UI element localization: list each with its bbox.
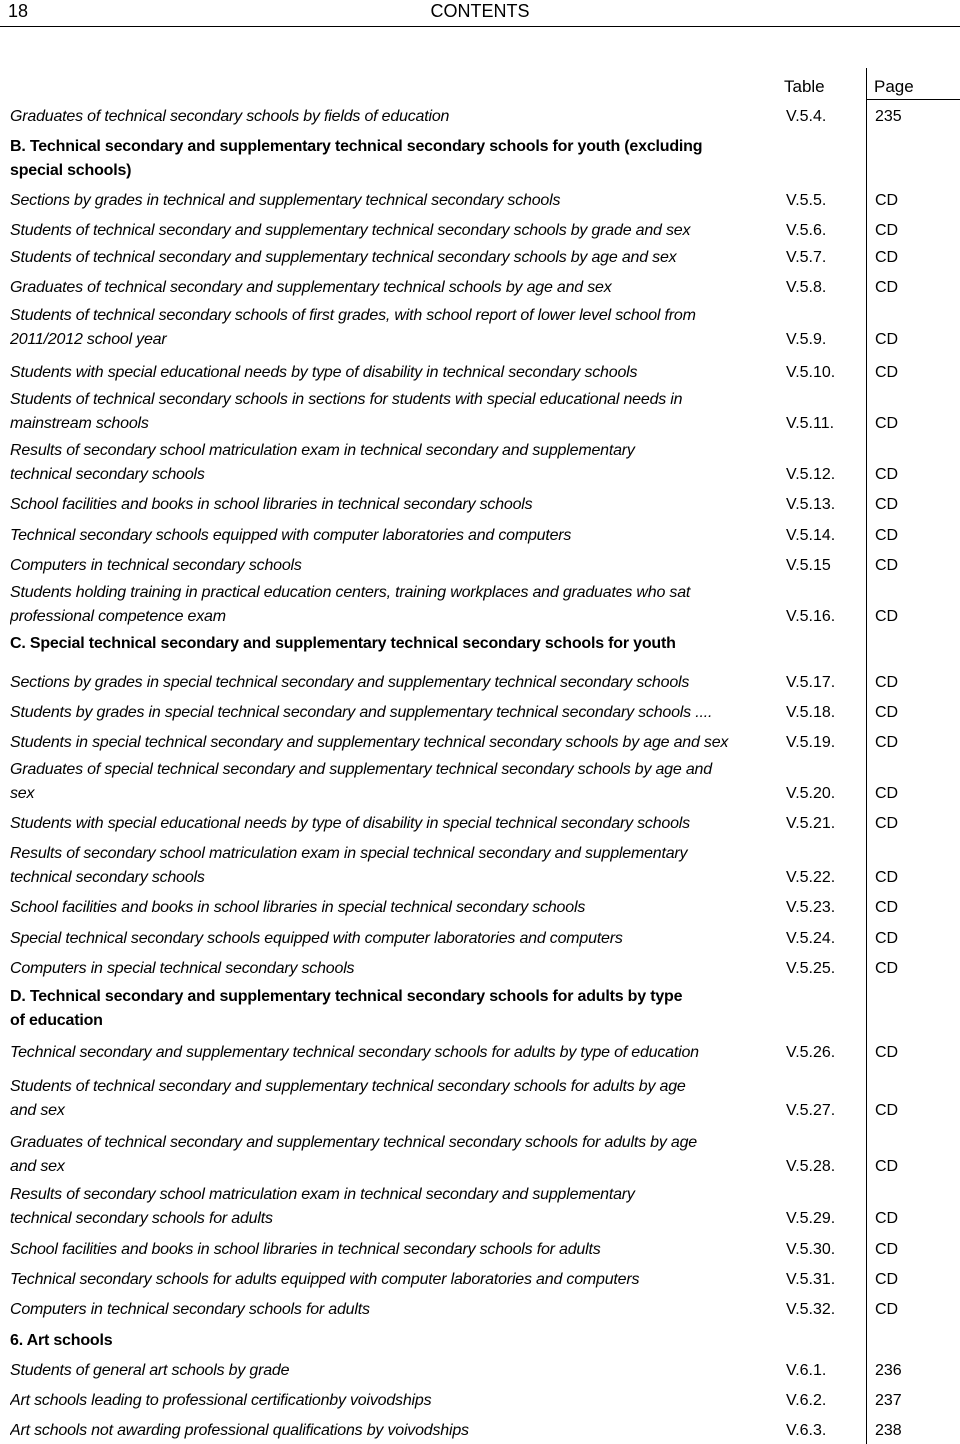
table-number: V.5.26.: [786, 1044, 836, 1061]
page-reference: CD: [875, 557, 899, 574]
page-column-header: Page: [874, 77, 914, 96]
toc-entry-title: Graduates of technical secondary schools by fields of education: [10, 105, 766, 129]
page-reference: CD: [875, 704, 899, 721]
toc-entry[interactable]: [10, 1298, 960, 1322]
page-reference: CD: [875, 364, 899, 381]
toc-entry-title: School facilities and books in school libraries in technical secondary schools: [10, 493, 766, 517]
toc-entry[interactable]: [10, 276, 960, 300]
page-reference: CD: [875, 1158, 899, 1175]
table-number: V.6.2.: [786, 1392, 827, 1409]
toc-entry-title: Technical secondary schools for adults equipped with computer laboratories and computers: [10, 1268, 766, 1292]
toc-entry-title: and sex: [10, 1099, 766, 1123]
table-number: V.6.3.: [786, 1422, 827, 1439]
section-heading: D. Technical secondary and supplementary technical secondary schools for adults by type: [10, 988, 683, 1005]
page-reference: CD: [875, 815, 899, 832]
column-headers: [0, 76, 960, 100]
page-header: [0, 0, 960, 27]
leader-dots: [10, 798, 766, 800]
table-number: V.5.15: [786, 557, 831, 574]
page-reference: CD: [875, 674, 899, 691]
page-reference: 235: [875, 108, 902, 125]
toc-entry[interactable]: [10, 1183, 960, 1231]
toc-entry-title: 2011/2012 school year: [10, 328, 766, 352]
toc-entry-title: Results of secondary school matriculation exam in technical secondary and supplementary: [10, 1186, 635, 1203]
toc-entry-title: Students with special educational needs by type of disability in special technical secondary schools: [10, 812, 766, 836]
toc-entry-title: Graduates of technical secondary and supplementary technical schools by age and sex: [10, 276, 766, 300]
page-reference: CD: [875, 1102, 899, 1119]
page-reference: CD: [875, 1301, 899, 1318]
toc-entry-title: professional competence exam: [10, 605, 766, 629]
table-number: V.5.11.: [786, 415, 835, 432]
table-number: V.5.30.: [786, 1241, 836, 1258]
page-reference: CD: [875, 1044, 899, 1061]
toc-entry-title: Graduates of special technical secondary and supplementary technical secondary schools by age and: [10, 761, 712, 778]
toc-entry-title: Students of technical secondary and supplementary technical secondary schools by grade and sex: [10, 219, 766, 243]
toc-entry[interactable]: [10, 896, 960, 920]
table-number: V.5.23.: [786, 899, 836, 916]
table-number: V.5.7.: [786, 249, 827, 266]
toc-entry[interactable]: [10, 957, 960, 981]
table-number: V.5.32.: [786, 1301, 836, 1318]
toc-entry-title: technical secondary schools for adults: [10, 1207, 766, 1231]
page-reference: CD: [875, 608, 899, 625]
toc-entry-title: Art schools not awarding professional qualifications by voivodships: [10, 1419, 766, 1443]
toc-entry[interactable]: [10, 105, 960, 129]
table-number: V.5.25.: [786, 960, 836, 977]
page-reference: CD: [875, 930, 899, 947]
table-number: V.5.4.: [786, 108, 827, 125]
toc-entry[interactable]: [10, 1131, 960, 1179]
page-reference: CD: [875, 1210, 899, 1227]
toc-entry-title: mainstream schools: [10, 412, 766, 436]
table-number: V.5.17.: [786, 674, 836, 691]
toc-entry-title: Students of technical secondary schools of first grades, with school report of lower level school from: [10, 307, 696, 324]
toc-entry-title: and sex: [10, 1155, 766, 1179]
section-heading: of education: [10, 1012, 103, 1029]
page-reference: CD: [875, 496, 899, 513]
toc-entry-title: Students holding training in practical education centers, training workplaces and graduates who sat: [10, 584, 691, 601]
toc-entry[interactable]: [10, 439, 960, 487]
table-number: V.5.18.: [786, 704, 836, 721]
toc-entry[interactable]: [10, 246, 960, 270]
page-reference: CD: [875, 1241, 899, 1258]
table-number: V.6.1.: [786, 1362, 827, 1379]
toc-entry-title: School facilities and books in school libraries in special technical secondary schools: [10, 896, 766, 920]
page-reference: CD: [875, 279, 899, 296]
toc-entry[interactable]: [10, 1389, 960, 1413]
table-number: V.5.13.: [786, 496, 836, 513]
toc-entry[interactable]: [10, 361, 960, 385]
page-reference: CD: [875, 734, 899, 751]
toc-entry-title: Students in special technical secondary and supplementary technical secondary schools by age and sex: [10, 734, 729, 751]
toc-entry-title: technical secondary schools: [10, 866, 766, 890]
table-number: V.5.24.: [786, 930, 836, 947]
page-reference: CD: [875, 960, 899, 977]
table-number: V.5.5.: [786, 192, 827, 209]
toc-entry-title: Computers in technical secondary schools for adults: [10, 1298, 766, 1322]
toc-entry[interactable]: [10, 671, 960, 695]
toc-entry[interactable]: [10, 493, 960, 517]
toc-entry[interactable]: [10, 1075, 960, 1123]
section-heading: B. Technical secondary and supplementary technical secondary schools for youth (excluding: [10, 138, 703, 155]
page-reference: CD: [875, 899, 899, 916]
table-number: V.5.14.: [786, 527, 836, 544]
table-number: V.5.10.: [786, 364, 836, 381]
table-number: V.5.9.: [786, 331, 827, 348]
table-number: V.5.20.: [786, 785, 836, 802]
table-number: V.5.6.: [786, 222, 827, 239]
toc-entry[interactable]: [10, 1359, 960, 1383]
table-number: V.5.21.: [786, 815, 836, 832]
page-number: 18: [8, 1, 29, 21]
toc-entry[interactable]: [10, 842, 960, 890]
toc-entry[interactable]: [10, 189, 960, 213]
table-number: V.5.27.: [786, 1102, 836, 1119]
toc-entry[interactable]: [10, 701, 960, 725]
toc-entry[interactable]: [10, 219, 960, 243]
toc-entry-title: Technical secondary schools equipped with computer laboratories and computers: [10, 524, 766, 548]
section-heading: 6. Art schools: [10, 1332, 113, 1349]
toc-entry[interactable]: [10, 1419, 960, 1443]
page-title: CONTENTS: [430, 1, 530, 21]
section-heading: C. Special technical secondary and supplementary technical secondary schools for youth: [10, 635, 676, 652]
toc-entry[interactable]: [10, 524, 960, 548]
page-reference: CD: [875, 415, 899, 432]
page-reference: 237: [875, 1392, 902, 1409]
leader-dots: [10, 1171, 766, 1173]
toc-entry-title: Computers in technical secondary schools: [10, 554, 766, 578]
toc-entry-title: sex: [10, 782, 766, 806]
toc-entry[interactable]: [10, 554, 960, 578]
table-number: V.5.22.: [786, 869, 836, 886]
table-number: V.5.28.: [786, 1158, 836, 1175]
toc-entry[interactable]: [10, 304, 960, 352]
toc-entry[interactable]: [10, 388, 960, 436]
page-reference: CD: [875, 1271, 899, 1288]
section-heading: special schools): [10, 162, 132, 179]
toc-entry-title: Results of secondary school matriculation exam in special technical secondary and supplementary: [10, 845, 688, 862]
toc-entry-title: Sections by grades in special technical secondary and supplementary technical secondary schools: [10, 674, 690, 691]
page-reference: 238: [875, 1422, 902, 1439]
page-reference: CD: [875, 785, 899, 802]
page-reference: CD: [875, 466, 899, 483]
toc-entry[interactable]: [10, 1041, 960, 1065]
toc-entry-title: Special technical secondary schools equipped with computer laboratories and computers: [10, 927, 766, 951]
table-number: V.5.16.: [786, 608, 836, 625]
toc-entry-title: Results of secondary school matriculation exam in technical secondary and supplementary: [10, 442, 635, 459]
leader-dots: [10, 1115, 766, 1117]
toc-entry-title: Students with special educational needs by type of disability in technical secondary schools: [10, 361, 766, 385]
toc-entry-title: Sections by grades in technical and supplementary technical secondary schools: [10, 189, 766, 213]
toc-entry-title: Students of technical secondary and supplementary technical secondary schools for adults by age: [10, 1078, 686, 1095]
toc-entry-title: Art schools leading to professional certificationby voivodships: [10, 1389, 766, 1413]
toc-entry-title: Graduates of technical secondary and supplementary technical secondary schools for adults by age: [10, 1134, 697, 1151]
toc-entry-title: Students of technical secondary and supplementary technical secondary schools by age and sex: [10, 246, 766, 270]
toc-entry-title: School facilities and books in school libraries in technical secondary schools for adults: [10, 1238, 766, 1262]
page-reference: CD: [875, 331, 899, 348]
toc-entry[interactable]: [10, 731, 960, 755]
toc-entry-title: technical secondary schools: [10, 463, 766, 487]
toc-entry-title: Computers in special technical secondary schools: [10, 957, 766, 981]
page-reference: 236: [875, 1362, 902, 1379]
toc-entry[interactable]: [10, 758, 960, 806]
page-reference: CD: [875, 249, 899, 266]
toc-entry[interactable]: [10, 812, 960, 836]
table-number: V.5.12.: [786, 466, 836, 483]
toc-entry-title: Students of general art schools by grade: [10, 1359, 766, 1383]
toc-entry[interactable]: [10, 927, 960, 951]
toc-entry[interactable]: [10, 581, 960, 629]
table-number: V.5.29.: [786, 1210, 836, 1227]
table-number: V.5.31.: [786, 1271, 836, 1288]
table-number: V.5.19.: [786, 734, 836, 751]
toc-entry-title: Technical secondary and supplementary technical secondary schools for adults by type of education: [10, 1041, 766, 1065]
toc-entry-title: Students of technical secondary schools in sections for students with special educational needs in: [10, 391, 683, 408]
page-reference: CD: [875, 192, 899, 209]
page-reference: CD: [875, 869, 899, 886]
toc-entry[interactable]: [10, 1238, 960, 1262]
table-column-header: Table: [784, 77, 825, 96]
toc-entry[interactable]: [10, 1268, 960, 1292]
table-number: V.5.8.: [786, 279, 827, 296]
toc-entry-title: Students by grades in special technical secondary and supplementary technical secondary schools ....: [10, 704, 713, 721]
page-reference: CD: [875, 527, 899, 544]
page-reference: CD: [875, 222, 899, 239]
